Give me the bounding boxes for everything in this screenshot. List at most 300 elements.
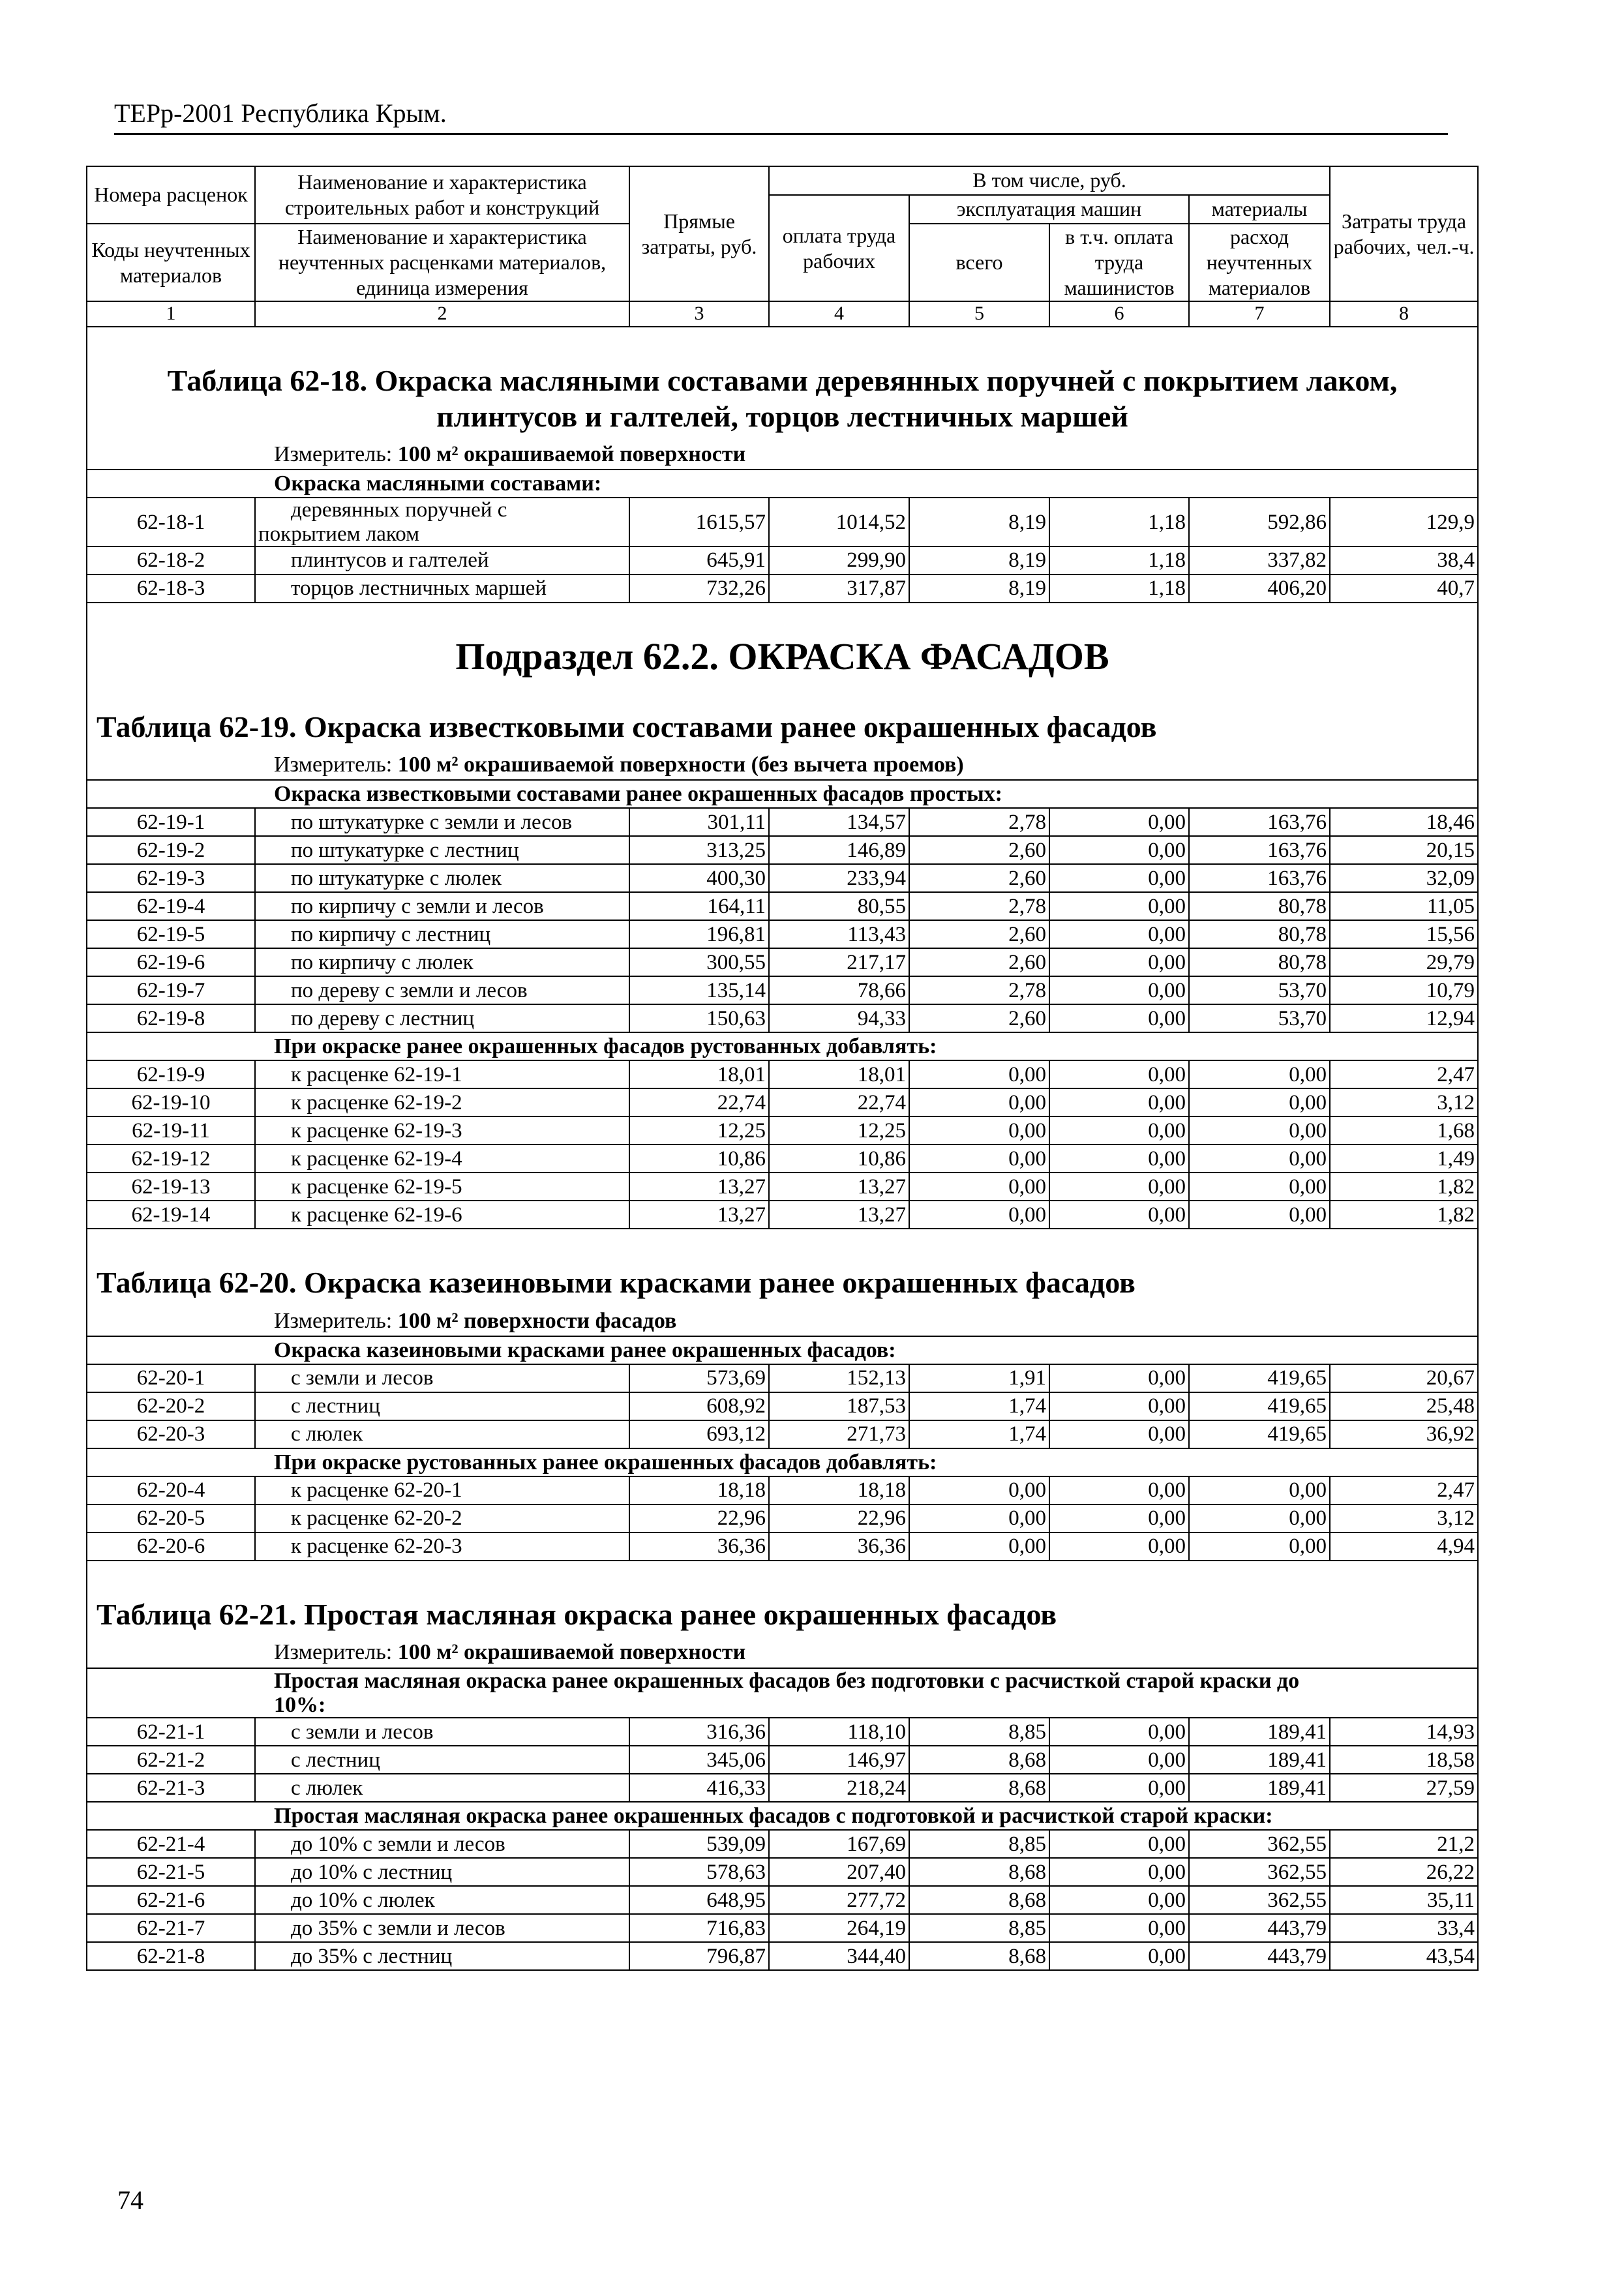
machines-labor: 0,00 (1049, 1392, 1189, 1420)
rate-name (255, 1088, 629, 1116)
machines-total: 2,78 (909, 976, 1049, 1004)
table-row (87, 546, 1478, 575)
rate-name-text: плинтусов и галтелей (291, 548, 489, 573)
measure-value: 100 м² поверхности фасадов (397, 1308, 677, 1333)
group-heading-line: 10%: (274, 1692, 326, 1717)
rate-code: 62-19-11 (87, 1116, 255, 1144)
materials-cost: 0,00 (1189, 1476, 1330, 1504)
rate-name (255, 864, 629, 892)
worker-hours: 2,47 (1330, 1060, 1478, 1088)
worker-hours: 2,47 (1330, 1476, 1478, 1504)
materials-cost: 80,78 (1189, 948, 1330, 976)
rate-name-text: покрытием лаком (258, 522, 419, 546)
header-including: В том числе, руб. (769, 166, 1330, 195)
direct-costs: 1615,57 (629, 498, 769, 546)
materials-cost: 53,70 (1189, 1004, 1330, 1032)
table-row (87, 892, 1478, 920)
header-labor: оплата труда рабочих (769, 195, 909, 301)
header-codes: Номера расценок (87, 166, 255, 224)
labor-cost: 13,27 (769, 1173, 909, 1201)
direct-costs: 150,63 (629, 1004, 769, 1032)
labor-cost: 187,53 (769, 1392, 909, 1420)
worker-hours: 11,05 (1330, 892, 1478, 920)
table-title: Таблица 62-21. Простая масляная окраска ранее окрашенных фасадов (87, 1587, 1478, 1639)
materials-cost: 443,79 (1189, 1942, 1330, 1970)
materials-cost: 406,20 (1189, 575, 1330, 603)
rate-name-text: до 35% с лестниц (291, 1944, 453, 1968)
table-row (87, 1201, 1478, 1229)
machines-labor: 0,00 (1049, 864, 1189, 892)
measure-label: Измеритель: (274, 1308, 398, 1333)
machines-labor: 0,00 (1049, 1004, 1189, 1032)
table-row (87, 1746, 1478, 1774)
table-row (87, 1533, 1478, 1561)
direct-costs: 416,33 (629, 1774, 769, 1802)
table-title: Таблица 62-19. Окраска известковыми составами ранее окрашенных фасадов (87, 700, 1478, 751)
header-machines: эксплуатация машин (909, 195, 1189, 224)
machines-total: 0,00 (909, 1533, 1049, 1561)
materials-cost: 163,76 (1189, 836, 1330, 864)
materials-cost: 0,00 (1189, 1144, 1330, 1173)
labor-cost: 113,43 (769, 920, 909, 948)
rate-name-text: к расценке 62-19-1 (291, 1062, 462, 1086)
labor-cost: 13,27 (769, 1201, 909, 1229)
table-row (87, 976, 1478, 1004)
materials-cost: 0,00 (1189, 1533, 1330, 1561)
machines-total: 0,00 (909, 1144, 1049, 1173)
labor-cost: 233,94 (769, 864, 909, 892)
machines-labor: 0,00 (1049, 892, 1189, 920)
rate-name (255, 920, 629, 948)
direct-costs: 196,81 (629, 920, 769, 948)
materials-cost: 362,55 (1189, 1858, 1330, 1886)
rate-code: 62-19-12 (87, 1144, 255, 1173)
machines-total: 1,74 (909, 1420, 1049, 1448)
direct-costs: 13,27 (629, 1173, 769, 1201)
table-row (87, 948, 1478, 976)
header-material-names: Наименование и характеристика неучтенных расценками материалов, единица измерения (255, 224, 629, 301)
column-number: 6 (1049, 301, 1189, 327)
table-title: Таблица 62-20. Окраска казеиновыми красками ранее окрашенных фасадов (87, 1255, 1478, 1307)
worker-hours: 26,22 (1330, 1858, 1478, 1886)
machines-total: 8,68 (909, 1746, 1049, 1774)
machines-total: 2,60 (909, 836, 1049, 864)
worker-hours: 18,58 (1330, 1746, 1478, 1774)
machines-labor: 0,00 (1049, 1476, 1189, 1504)
spacer (87, 1561, 1478, 1587)
table-row (87, 808, 1478, 836)
table-row (87, 1088, 1478, 1116)
rate-name-text: с лестниц (291, 1748, 380, 1772)
direct-costs: 300,55 (629, 948, 769, 976)
machines-total: 8,68 (909, 1858, 1049, 1886)
rate-name (255, 1420, 629, 1448)
rate-name (255, 1886, 629, 1914)
rate-name-text: с земли и лесов (291, 1720, 434, 1744)
materials-cost: 189,41 (1189, 1774, 1330, 1802)
column-number: 5 (909, 301, 1049, 327)
materials-cost: 163,76 (1189, 864, 1330, 892)
group-heading: Окраска казеиновыми красками ранее окрашенных фасадов: (87, 1336, 1478, 1364)
header-materials-consumption: расход неучтенных материалов (1189, 224, 1330, 301)
rate-code: 62-21-6 (87, 1886, 255, 1914)
rate-code: 62-19-6 (87, 948, 255, 976)
labor-cost: 264,19 (769, 1914, 909, 1942)
machines-labor: 0,00 (1049, 1420, 1189, 1448)
group-heading: Простая масляная окраска ранее окрашенных фасадов с подготовкой и расчисткой старой краски: (87, 1802, 1478, 1830)
rate-name (255, 808, 629, 836)
labor-cost: 218,24 (769, 1774, 909, 1802)
machines-labor: 1,18 (1049, 575, 1189, 603)
rate-name-text: с лестниц (291, 1394, 380, 1418)
rate-code: 62-21-7 (87, 1914, 255, 1942)
header-materials: материалы (1189, 195, 1330, 224)
materials-cost: 0,00 (1189, 1504, 1330, 1533)
rate-name (255, 1830, 629, 1858)
worker-hours: 21,2 (1330, 1830, 1478, 1858)
rate-name (255, 948, 629, 976)
machines-total: 8,68 (909, 1942, 1049, 1970)
direct-costs: 716,83 (629, 1914, 769, 1942)
machines-total: 2,60 (909, 1004, 1049, 1032)
rates-table (86, 327, 1479, 1971)
direct-costs: 573,69 (629, 1364, 769, 1392)
table-row (87, 836, 1478, 864)
materials-cost: 337,82 (1189, 546, 1330, 575)
rate-name (255, 1116, 629, 1144)
worker-hours: 1,49 (1330, 1144, 1478, 1173)
machines-total: 8,19 (909, 575, 1049, 603)
rate-name (255, 1004, 629, 1032)
rate-code: 62-18-3 (87, 575, 255, 603)
machines-labor: 0,00 (1049, 1060, 1189, 1088)
worker-hours: 3,12 (1330, 1504, 1478, 1533)
header-machines-labor: в т.ч. оплата труда машинистов (1049, 224, 1189, 301)
materials-cost: 419,65 (1189, 1420, 1330, 1448)
rate-name (255, 1504, 629, 1533)
machines-total: 1,74 (909, 1392, 1049, 1420)
rate-code: 62-19-8 (87, 1004, 255, 1032)
header-machines-total: всего (909, 224, 1049, 301)
rate-name-text: к расценке 62-19-3 (291, 1118, 462, 1143)
column-number: 8 (1330, 301, 1478, 327)
machines-total: 8,68 (909, 1774, 1049, 1802)
machines-total: 0,00 (909, 1504, 1049, 1533)
materials-cost: 0,00 (1189, 1088, 1330, 1116)
labor-cost: 217,17 (769, 948, 909, 976)
worker-hours: 1,68 (1330, 1116, 1478, 1144)
table-row (87, 1858, 1478, 1886)
rate-code: 62-19-3 (87, 864, 255, 892)
rate-name (255, 1858, 629, 1886)
table-row (87, 1914, 1478, 1942)
worker-hours: 38,4 (1330, 546, 1478, 575)
machines-total: 2,78 (909, 892, 1049, 920)
worker-hours: 14,93 (1330, 1718, 1478, 1746)
rate-code: 62-19-13 (87, 1173, 255, 1201)
rate-code: 62-21-4 (87, 1830, 255, 1858)
rate-name-text: до 35% с земли и лесов (291, 1916, 505, 1940)
machines-total: 0,00 (909, 1173, 1049, 1201)
worker-hours: 27,59 (1330, 1774, 1478, 1802)
worker-hours: 29,79 (1330, 948, 1478, 976)
machines-total: 0,00 (909, 1201, 1049, 1229)
rate-code: 62-21-8 (87, 1942, 255, 1970)
worker-hours: 18,46 (1330, 808, 1478, 836)
machines-labor: 0,00 (1049, 1914, 1189, 1942)
materials-cost: 592,86 (1189, 498, 1330, 546)
direct-costs: 22,74 (629, 1088, 769, 1116)
table-measure (87, 441, 1478, 470)
column-header (86, 166, 1479, 327)
column-number: 1 (87, 301, 255, 327)
direct-costs: 301,11 (629, 808, 769, 836)
table-row (87, 1060, 1478, 1088)
rate-code: 62-20-4 (87, 1476, 255, 1504)
table-title-line: плинтусов и галтелей, торцов лестничных маршей (436, 399, 1128, 433)
labor-cost: 271,73 (769, 1420, 909, 1448)
rate-code: 62-18-1 (87, 498, 255, 546)
rate-name (255, 498, 629, 546)
group-heading (87, 1668, 1478, 1718)
spacer (87, 327, 1478, 353)
rate-name (255, 1144, 629, 1173)
table-row (87, 1476, 1478, 1504)
labor-cost: 317,87 (769, 575, 909, 603)
machines-labor: 0,00 (1049, 920, 1189, 948)
group-heading: При окраске рустованных ранее окрашенных фасадов добавлять: (87, 1448, 1478, 1476)
rate-name-text: с люлек (291, 1776, 363, 1800)
materials-cost: 419,65 (1189, 1392, 1330, 1420)
spacer (87, 1229, 1478, 1255)
machines-labor: 0,00 (1049, 948, 1189, 976)
rate-code: 62-20-1 (87, 1364, 255, 1392)
materials-cost: 443,79 (1189, 1914, 1330, 1942)
rate-code: 62-21-5 (87, 1858, 255, 1886)
table-row (87, 1504, 1478, 1533)
labor-cost: 18,18 (769, 1476, 909, 1504)
table-row (87, 1392, 1478, 1420)
rate-name-text: до 10% с люлек (291, 1888, 435, 1912)
machines-labor: 0,00 (1049, 1173, 1189, 1201)
labor-cost: 12,25 (769, 1116, 909, 1144)
labor-cost: 22,74 (769, 1088, 909, 1116)
rate-code: 62-21-1 (87, 1718, 255, 1746)
rate-code: 62-19-7 (87, 976, 255, 1004)
materials-cost: 53,70 (1189, 976, 1330, 1004)
direct-costs: 400,30 (629, 864, 769, 892)
rate-code: 62-19-9 (87, 1060, 255, 1088)
direct-costs: 578,63 (629, 1858, 769, 1886)
direct-costs: 135,14 (629, 976, 769, 1004)
materials-cost: 163,76 (1189, 808, 1330, 836)
rate-name (255, 1914, 629, 1942)
rate-name-text: по штукатурке с земли и лесов (291, 810, 573, 834)
machines-labor: 0,00 (1049, 1830, 1189, 1858)
table-row (87, 1144, 1478, 1173)
materials-cost: 80,78 (1189, 892, 1330, 920)
worker-hours: 25,48 (1330, 1392, 1478, 1420)
machines-total: 8,85 (909, 1914, 1049, 1942)
worker-hours: 129,9 (1330, 498, 1478, 546)
direct-costs: 18,18 (629, 1476, 769, 1504)
table-row (87, 1364, 1478, 1392)
group-heading: Окраска известковыми составами ранее окрашенных фасадов простых: (87, 780, 1478, 808)
labor-cost: 22,96 (769, 1504, 909, 1533)
machines-total: 8,19 (909, 546, 1049, 575)
rate-name (255, 836, 629, 864)
rate-code: 62-20-2 (87, 1392, 255, 1420)
labor-cost: 146,89 (769, 836, 909, 864)
machines-total: 0,00 (909, 1088, 1049, 1116)
machines-labor: 0,00 (1049, 1088, 1189, 1116)
header-direct-costs: Прямые затраты, руб. (629, 166, 769, 301)
rate-name-text: к расценке 62-20-1 (291, 1478, 462, 1503)
machines-labor: 0,00 (1049, 1144, 1189, 1173)
header-material-codes: Коды неучтенных материалов (87, 224, 255, 301)
rate-code: 62-20-3 (87, 1420, 255, 1448)
rate-name (255, 1060, 629, 1088)
price-table (86, 166, 1477, 1971)
direct-costs: 36,36 (629, 1533, 769, 1561)
table-row (87, 1886, 1478, 1914)
rate-name-text: по штукатурке с лестниц (291, 838, 519, 862)
machines-total: 0,00 (909, 1116, 1049, 1144)
machines-labor: 0,00 (1049, 1364, 1189, 1392)
group-heading: Окраска масляными составами: (87, 470, 1478, 498)
machines-labor: 0,00 (1049, 1718, 1189, 1746)
worker-hours: 33,4 (1330, 1914, 1478, 1942)
rate-name-text: по дереву с лестниц (291, 1006, 475, 1030)
machines-labor: 0,00 (1049, 1942, 1189, 1970)
direct-costs: 539,09 (629, 1830, 769, 1858)
direct-costs: 693,12 (629, 1420, 769, 1448)
header-worker-hours: Затраты труда рабочих, чел.-ч. (1330, 166, 1478, 301)
table-measure (87, 1639, 1478, 1668)
direct-costs: 648,95 (629, 1886, 769, 1914)
machines-labor: 1,18 (1049, 546, 1189, 575)
rate-name (255, 1533, 629, 1561)
worker-hours: 20,15 (1330, 836, 1478, 864)
rate-name (255, 892, 629, 920)
rate-name (255, 546, 629, 575)
machines-labor: 0,00 (1049, 1774, 1189, 1802)
rate-name-text: к расценке 62-20-3 (291, 1534, 462, 1559)
machines-labor: 0,00 (1049, 1201, 1189, 1229)
rate-code: 62-21-3 (87, 1774, 255, 1802)
rate-name (255, 1476, 629, 1504)
worker-hours: 3,12 (1330, 1088, 1478, 1116)
labor-cost: 167,69 (769, 1830, 909, 1858)
direct-costs: 313,25 (629, 836, 769, 864)
worker-hours: 10,79 (1330, 976, 1478, 1004)
rate-name-text: к расценке 62-19-2 (291, 1090, 462, 1115)
column-number: 3 (629, 301, 769, 327)
rate-name (255, 1364, 629, 1392)
table-row (87, 1116, 1478, 1144)
materials-cost: 362,55 (1189, 1830, 1330, 1858)
rate-name (255, 976, 629, 1004)
machines-labor: 0,00 (1049, 1886, 1189, 1914)
machines-total: 2,60 (909, 948, 1049, 976)
machines-labor: 0,00 (1049, 836, 1189, 864)
measure-label: Измеритель: (274, 442, 398, 467)
machines-total: 2,60 (909, 920, 1049, 948)
worker-hours: 40,7 (1330, 575, 1478, 603)
rate-name (255, 1942, 629, 1970)
header-name: Наименование и характеристика строительных работ и конструкций (255, 166, 629, 224)
table-row (87, 864, 1478, 892)
labor-cost: 277,72 (769, 1886, 909, 1914)
machines-labor: 0,00 (1049, 808, 1189, 836)
machines-labor: 0,00 (1049, 1504, 1189, 1533)
table-row (87, 1830, 1478, 1858)
machines-total: 0,00 (909, 1060, 1049, 1088)
rate-name-text: к расценке 62-19-6 (291, 1203, 462, 1227)
materials-cost: 189,41 (1189, 1746, 1330, 1774)
measure-label: Измеритель: (274, 1640, 398, 1665)
group-heading: При окраске ранее окрашенных фасадов рустованных добавлять: (87, 1032, 1478, 1060)
page-number: 74 (117, 2185, 143, 2215)
rate-name-text: к расценке 62-19-5 (291, 1174, 462, 1199)
rate-code: 62-20-6 (87, 1533, 255, 1561)
materials-cost: 0,00 (1189, 1173, 1330, 1201)
rate-name-text: до 10% с земли и лесов (291, 1832, 505, 1856)
table-row (87, 920, 1478, 948)
worker-hours: 15,56 (1330, 920, 1478, 948)
rate-name-text: к расценке 62-19-4 (291, 1146, 462, 1171)
materials-cost: 419,65 (1189, 1364, 1330, 1392)
labor-cost: 18,01 (769, 1060, 909, 1088)
machines-total: 8,19 (909, 498, 1049, 546)
direct-costs: 608,92 (629, 1392, 769, 1420)
worker-hours: 12,94 (1330, 1004, 1478, 1032)
rate-name-text: торцов лестничных маршей (291, 576, 547, 601)
rate-name (255, 1718, 629, 1746)
labor-cost: 94,33 (769, 1004, 909, 1032)
worker-hours: 1,82 (1330, 1173, 1478, 1201)
rate-name-text: с люлек (291, 1422, 363, 1446)
table-row (87, 1942, 1478, 1970)
rate-name-text: до 10% с лестниц (291, 1860, 453, 1884)
machines-total: 2,60 (909, 864, 1049, 892)
machines-labor: 0,00 (1049, 976, 1189, 1004)
labor-cost: 146,97 (769, 1746, 909, 1774)
rate-name (255, 1392, 629, 1420)
labor-cost: 134,57 (769, 808, 909, 836)
header-rule (114, 133, 1448, 135)
machines-labor: 1,18 (1049, 498, 1189, 546)
worker-hours: 4,94 (1330, 1533, 1478, 1561)
machines-total: 2,78 (909, 808, 1049, 836)
direct-costs: 13,27 (629, 1201, 769, 1229)
section-title: Подраздел 62.2. ОКРАСКА ФАСАДОВ (87, 603, 1478, 700)
measure-value: 100 м² окрашиваемой поверхности (397, 442, 746, 467)
rate-code: 62-20-5 (87, 1504, 255, 1533)
labor-cost: 152,13 (769, 1364, 909, 1392)
materials-cost: 362,55 (1189, 1886, 1330, 1914)
rate-code: 62-19-4 (87, 892, 255, 920)
rate-code: 62-19-2 (87, 836, 255, 864)
machines-labor: 0,00 (1049, 1116, 1189, 1144)
table-row (87, 498, 1478, 546)
machines-total: 8,85 (909, 1830, 1049, 1858)
direct-costs: 345,06 (629, 1746, 769, 1774)
table-title-line: Таблица 62-18. Окраска масляными составами деревянных поручней с покрытием лаком, (167, 363, 1398, 397)
table-row (87, 575, 1478, 603)
rate-name-text: по кирпичу с земли и лесов (291, 894, 544, 918)
machines-total: 1,91 (909, 1364, 1049, 1392)
